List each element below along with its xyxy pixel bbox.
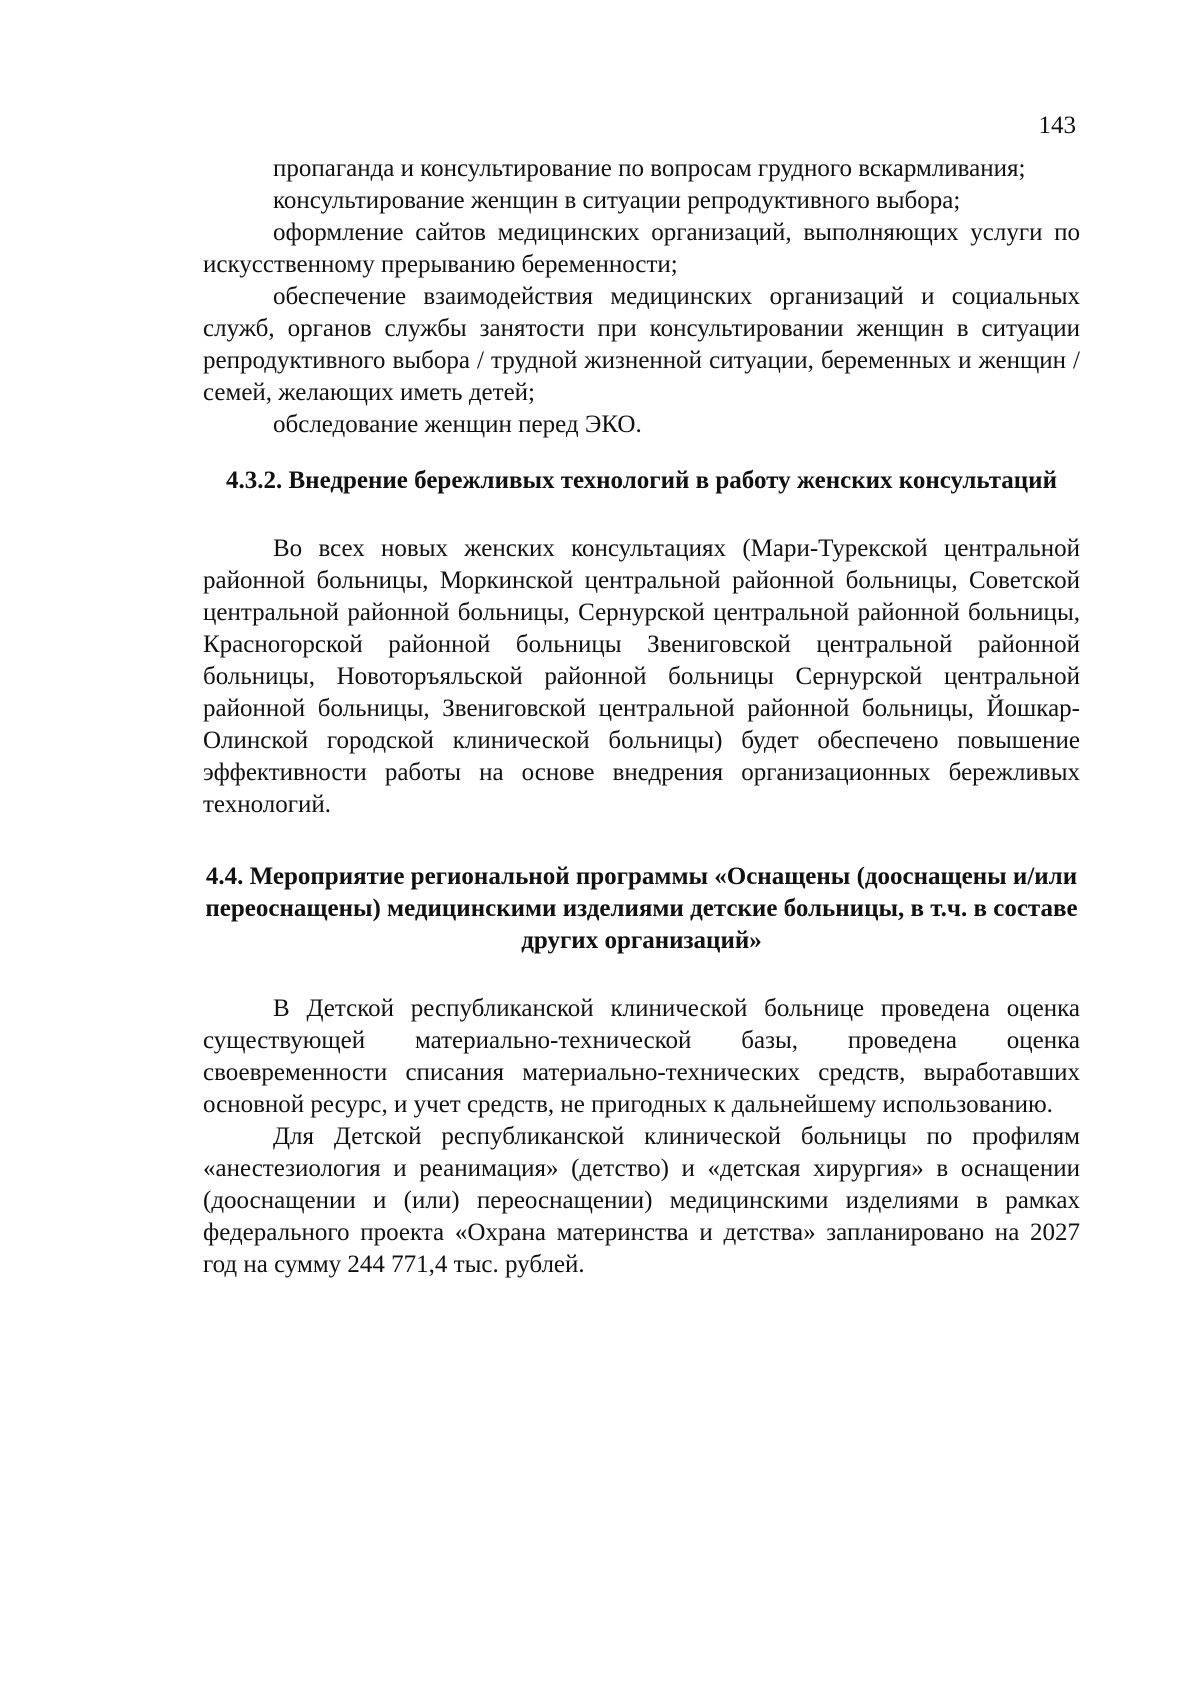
- page-number: 143: [1038, 112, 1076, 139]
- section-heading-4-4: 4.4. Мероприятие региональной программы «Оснащены (дооснащены и/или переоснащены) медицинскими изделиями детские больницы, в т.ч. в составе других организаций»: [205, 863, 1078, 954]
- document-body: [203, 153, 1080, 1281]
- section-paragraph: Для Детской республиканской клинической больницы по профилям «анестезиология и реанимация» (детство) и «детская хирургия» в оснащении (дооснащении и (или) переоснащении) медицинскими изделиями в рамках федерального проекта «Охрана материнства и детства» запланировано на 2027 год на сумму 244 771,4 тыс. рублей.: [203, 1123, 1080, 1278]
- list-item: консультирование женщин в ситуации репродуктивного выбора;: [273, 187, 961, 214]
- list-item: обследование женщин перед ЭКО.: [273, 411, 642, 438]
- section-paragraph: В Детской республиканской клинической больнице проведена оценка существующей материально-технической базы, проведена оценка своевременности списания материально-технических средств, выработавших основной ресурс, и учет средств, не пригодных к дальнейшему использованию.: [203, 995, 1080, 1118]
- section-heading-4-3-2: 4.3.2. Внедрение бережливых технологий в работу женских консультаций: [226, 467, 1057, 494]
- list-item: оформление сайтов медицинских организаций, выполняющих услуги по искусственному прерыванию беременности;: [203, 219, 1080, 278]
- list-item: обеспечение взаимодействия медицинских организаций и социальных служб, органов службы занятости при консультировании женщин в ситуации репродуктивного выбора / трудной жизненной ситуации, беременных и женщин / семей, желающих иметь детей;: [203, 283, 1080, 406]
- section-paragraph: Во всех новых женских консультациях (Мари-Турекской центральной районной больницы, Моркинской центральной районной больницы, Советской центральной районной больницы, Сернурской центральной районной больницы, Красногорской районной больницы Звениговской центральной районной больницы, Новоторъяльской районной больницы Сернурской центральной районной больницы, Звениговской центральной районной больницы, Йошкар-Олинской городской клинической больницы) будет обеспечено повышение эффективности работы на основе внедрения организационных бережливых технологий.: [203, 535, 1080, 818]
- list-item: пропаганда и консультирование по вопросам грудного вскармливания;: [273, 155, 1026, 182]
